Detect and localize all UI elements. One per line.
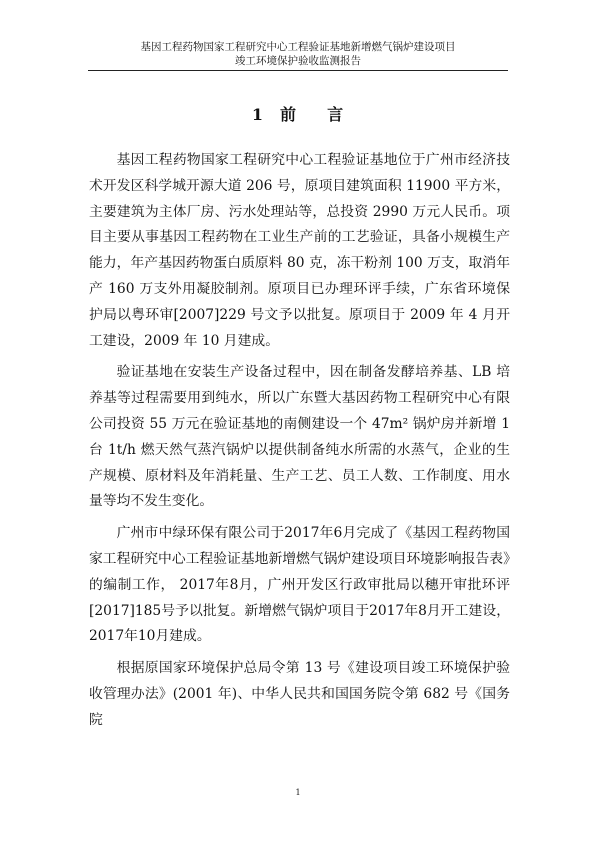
header-divider <box>88 70 508 71</box>
section-number: 1 <box>251 105 265 124</box>
paragraph-3: 广州市中绿环保有限公司于2017年6月完成了《基因工程药物国家工程研究中心工程验证基地新增燃气锅炉建设项目环境影响报告表》的编制工作， 2017年8月，广州开发区行政审批局以穗开审批环评[2017]185号予以批复。新增燃气锅炉项目于2017年8月开工建设，2017年10月建成。 <box>89 525 510 645</box>
header-title-line2: 竣工环境保护验收监测报告 <box>235 55 361 67</box>
section-title-char-1: 前 <box>280 105 298 124</box>
paragraph-4: 根据原国家环境保护总局令第 13 号《建设项目竣工环境保护验收管理办法》(2001 年)、中华人民共和国国务院令第 682 号《国务院 <box>89 660 510 728</box>
section-title <box>0 102 596 125</box>
paragraph-1: 基因工程药物国家工程研究中心工程验证基地位于广州市经济技术开发区科学城开源大道 206 号，原项目建筑面积 11900 平方米，主要建筑为主体厂房、污水处理站等，总投资 2990 万元人民币。项目主要从事基因工程药物在工业生产前的工艺验证，具备小规模生产能力，年产基因药物蛋白质原料 80 克，冻干粉剂 100 万支，取消年产 160 万支外用凝胶制剂。原项目已办理环评手续，广东省环境保护局以粤环审[2007]229 号文予以批复。原项目于 2009 年 4 月开工建设，2009 年 10 月建成。 <box>89 152 510 349</box>
page-header <box>60 40 536 68</box>
header-title-line1: 基因工程药物国家工程研究中心工程验证基地新增燃气锅炉建设项目 <box>140 41 456 53</box>
body-text <box>89 148 510 740</box>
section-title-char-2: 言 <box>327 105 345 124</box>
page-number: 1 <box>295 788 301 797</box>
paragraph-2: 验证基地在安装生产设备过程中，因在制备发酵培养基、LB 培养基等过程需要用到纯水，所以广东暨大基因药物工程研究中心有限公司投资 55 万元在验证基地的南侧建设一个 47m² 锅炉房并新增 1 台 1t/h 燃天然气蒸汽锅炉以提供制备纯水所需的水蒸气，企业的生产规模、原材料及年消耗量、生产工艺、员工人数、工作制度、用水量等均不发生变化。 <box>89 364 510 510</box>
